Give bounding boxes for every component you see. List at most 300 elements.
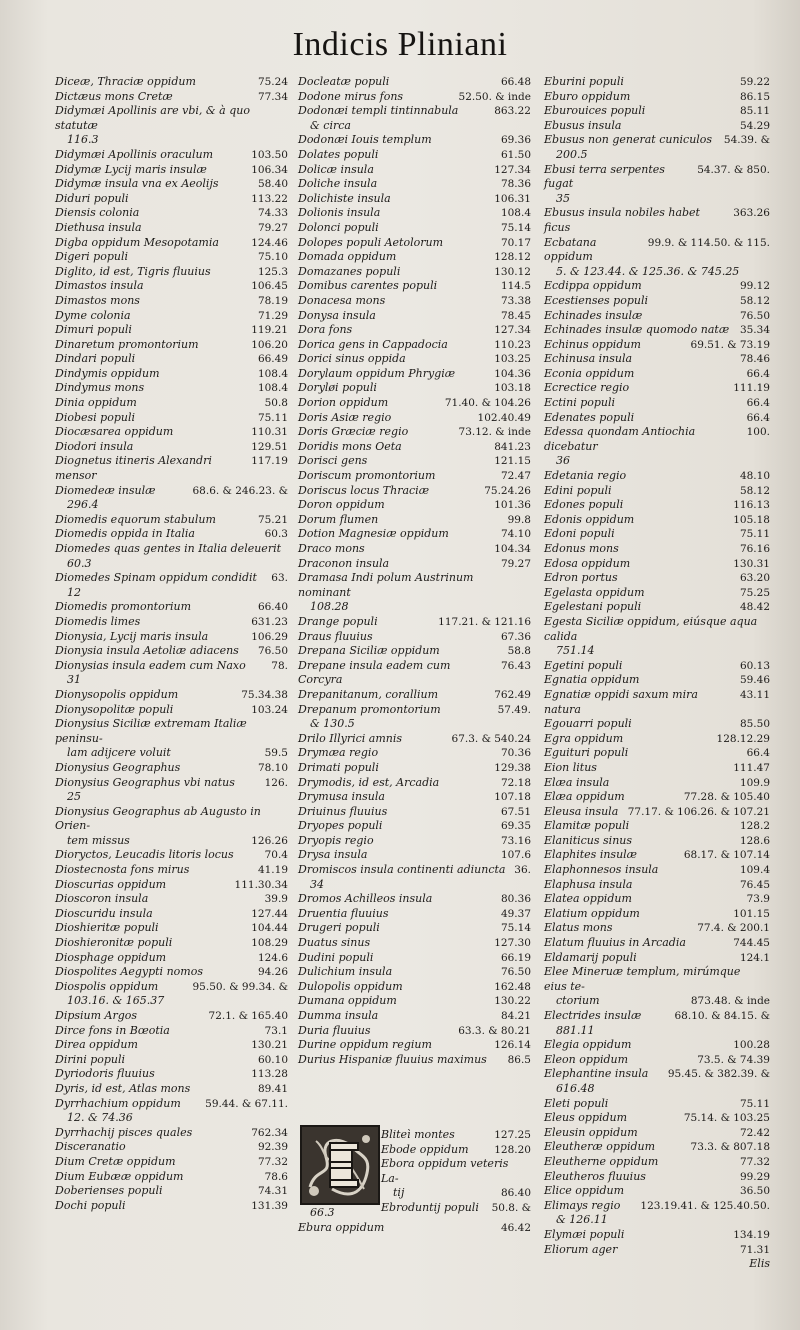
index-entry [544,805,770,820]
entry-reference: 94.26 [257,966,288,979]
index-entry [544,454,770,469]
entry-reference: 73.3. & 807.18 [690,1141,770,1154]
entry-reference: 73.12. & inde [458,426,531,439]
entry-term: Eburouices populi [544,104,646,118]
index-entry [298,659,531,688]
entry-term: Dolichiste insula [298,191,391,205]
entry-term: & 126.11 [556,1213,608,1227]
entry-term: Edessa quondam Antiochia dicebatur [544,425,696,453]
entry-term: Echinades insulæ quomodo natæ [544,323,730,337]
entry-term: Drymæa regio [298,746,379,760]
index-entry [298,90,531,105]
entry-term: Doris Asiæ regio [298,410,392,424]
index-entry [55,527,288,542]
entry-reference: 125.3 [257,265,288,278]
index-entry [298,1024,531,1039]
entry-term: Edones populi [544,498,624,512]
entry-term: Diomedis equorum stabulum [55,512,216,526]
entry-reference: 77.4. & 200.1 [697,922,770,935]
index-entry [298,644,531,659]
entry-reference: 363.26 [733,207,770,220]
index-entry [55,1082,288,1097]
entry-reference: 75.14 [500,922,531,935]
index-entry [55,1140,288,1155]
entry-reference: 103.18 [494,382,531,395]
index-entry [298,542,531,557]
entry-reference: 110.31 [251,426,288,439]
index-entry [544,1213,770,1228]
entry-term: Eleutherne oppidum [544,1154,659,1168]
entry-reference: 95.50. & 99.34. & [192,980,288,993]
entry-term: Dorici sinus oppida [298,352,406,366]
entry-reference: 127.30 [494,937,531,950]
index-entry [55,936,288,951]
entry-reference: 72.1. & 165.40 [208,1010,288,1022]
entry-term: Dyris, id est, Atlas mons [55,1081,191,1095]
entry-term: Elaniticus sinus [544,833,633,847]
index-entry [544,557,770,572]
entry-term: Elatea oppidum [544,892,632,906]
index-entry [55,1199,288,1214]
entry-reference: 66.4 [746,411,770,424]
index-entry [55,177,288,192]
entry-term: Drepanitanum, corallium [298,687,439,701]
index-entry [544,1053,770,1068]
entry-reference: 129.51 [251,440,288,453]
entry-term: Dionysius Siciliæ extremam Italiæ peninsu- [55,717,247,745]
entry-reference: 841.23 [494,440,531,453]
entry-reference: 73.38 [500,294,531,307]
entry-term: Econia oppidum [544,366,635,380]
entry-term: Didymæi Apollinis are vbi, & à quo statutæ [55,104,250,132]
index-entry [55,965,288,980]
entry-term: Dyrrhachij pisces quales [55,1125,193,1139]
entry-term: Elice oppidum [544,1184,625,1198]
index-entry [544,863,770,878]
index-entry [544,469,770,484]
index-entry [544,148,770,163]
entry-term: Dulopolis oppidum [298,979,403,993]
entry-reference: 631.23 [251,615,288,628]
entry-term: Edini populi [544,483,612,497]
entry-term: Ebode oppidum [381,1142,469,1156]
index-entry [381,1143,531,1158]
entry-term: Dorum flumen [298,512,379,526]
entry-term: Diospolis oppidum [55,979,159,993]
index-entry [298,221,531,236]
entry-reference: 131.39 [251,1199,288,1212]
entry-term: Draconon insula [298,556,390,570]
entry-term: Dumana oppidum [298,994,397,1008]
entry-reference: 113.28 [251,1068,288,1081]
entry-reference: 71.31 [739,1243,770,1256]
index-entry [544,878,770,893]
entry-term: Ebusus insula [544,118,622,132]
index-entry [55,1111,288,1126]
entry-reference: 52.50. & inde [458,90,531,103]
index-entry [298,294,531,309]
entry-term: Duatus sinus [298,936,371,950]
entry-term: Draus fluuius [298,629,373,643]
entry-reference: 63.3. & 80.21 [458,1024,531,1037]
index-entry [544,133,770,148]
entry-reference: 102.40.49 [477,411,531,424]
index-entry [298,1053,531,1068]
entry-reference: 95.45. & 382.39. & [667,1068,770,1081]
index-entry [544,907,770,922]
entry-reference: 126.14 [494,1039,531,1052]
entry-reference: 70.4 [264,849,288,862]
index-column-2-tail [298,1206,531,1235]
index-entry [544,1140,770,1155]
entry-term: Domazanes populi [298,264,401,278]
index-entry [55,703,288,718]
entry-term: Dolicæ insula [298,162,374,176]
entry-reference: 59.44. & 67.11. [205,1097,288,1110]
entry-term: Ecbatana oppidum [544,235,597,264]
index-entry [544,732,770,747]
entry-term: Donysa insula [298,308,376,322]
index-entry [55,615,288,630]
entry-term: 296.4 [67,498,99,512]
index-entry [298,250,531,265]
entry-term: Diomedeæ insulæ [55,483,156,497]
entry-term: Dodonæi Iouis templum [298,133,432,147]
entry-term: 103.16. & 165.37 [67,994,165,1008]
entry-reference: 75.21 [257,513,288,526]
entry-term: Dium Cretæ oppidum [55,1154,176,1168]
index-entry [298,776,531,791]
entry-reference: 99.8 [507,513,531,526]
index-entry [298,688,531,703]
entry-reference: 77.28. & 105.40 [683,791,770,804]
entry-reference: 43.11 [739,688,770,701]
entry-reference: 106.45 [251,280,288,293]
entry-reference: 78.10 [257,761,288,774]
entry-reference: 78. [271,659,288,672]
entry-reference: 73.16 [500,834,531,847]
index-entry [55,440,288,455]
index-entry [544,571,770,586]
entry-reference: 92.39 [257,1141,288,1154]
index-entry [298,1221,531,1236]
entry-reference: 68.6. & 246.23. & [192,484,288,497]
index-entry [298,907,531,922]
entry-reference: 49.37 [500,907,531,920]
entry-reference: 104.36 [494,367,531,380]
entry-reference: 78.19 [257,294,288,307]
index-entry [298,454,531,469]
entry-reference: 66.4 [746,367,770,380]
index-entry [544,425,770,454]
entry-term: Elaphusa insula [544,877,633,891]
entry-term: Dionysius Geographus ab Augusto in Orien- [55,804,261,833]
entry-term: Dionysopolis oppidum [55,687,179,701]
entry-term: Ebusus insula nobiles habet ficus [544,206,700,234]
entry-term: Echinades insulæ [544,308,643,322]
index-entry [55,396,288,411]
entry-term: Egnatia oppidum [544,673,640,687]
entry-term: Dindymus mons [55,381,145,395]
entry-reference: 78.36 [500,178,531,191]
entry-reference: 863.22 [494,105,531,118]
index-entry [544,367,770,382]
index-column-2-initial-block [381,1128,531,1216]
entry-term: 31 [67,673,81,687]
entry-term: Drimati populi [298,760,379,774]
index-entry [298,994,531,1009]
index-entry [298,148,531,163]
index-entry [298,411,531,426]
index-entry [298,352,531,367]
entry-reference: 128.12.29 [716,732,770,745]
entry-reference: 60.13 [739,659,770,672]
entry-reference: 68.10. & 84.15. & [674,1010,770,1022]
entry-reference: 46.42 [500,1221,531,1234]
index-entry [298,571,531,600]
entry-reference: 75.24 [257,76,288,88]
index-entry [298,1206,531,1221]
index-entry [544,921,770,936]
index-entry [298,279,531,294]
entry-reference: 106.31 [494,192,531,205]
index-entry [544,338,770,353]
entry-term: Diethusa insula [55,220,142,234]
entry-term: Egetini populi [544,658,623,672]
entry-term: tij [393,1186,405,1200]
index-entry [544,542,770,557]
entry-term: Didymæ insula vna ex Aeolijs [55,177,219,191]
index-entry [544,1126,770,1141]
entry-term: Egelestani populi [544,600,642,614]
entry-reference: 107.6 [500,849,531,862]
entry-term: Egesta Siciliæ oppidum, eiúsque aqua calida [544,614,758,643]
entry-reference: 59.46 [739,674,770,687]
entry-term: Diomedes quas gentes in Italia deleuerit [55,542,282,555]
index-entry [544,834,770,849]
index-entry [298,206,531,221]
entry-reference: 162.48 [494,980,531,993]
entry-reference: 111.30.34 [234,878,288,891]
entry-term: Digeri populi [55,250,128,264]
index-entry [544,527,770,542]
index-entry [55,133,288,148]
entry-reference: 744.45 [733,937,770,950]
index-entry [298,936,531,951]
entry-term: Doberienses populi [55,1184,163,1198]
index-column-3 [544,75,770,1272]
entry-term: Eliorum ager [544,1242,618,1256]
entry-term: Dindari populi [55,352,136,366]
index-entry [298,600,531,615]
index-entry [298,323,531,338]
entry-term: Dryopis regio [298,833,374,847]
entry-reference: 60.10 [257,1053,288,1066]
entry-reference: 117.19 [251,455,288,468]
index-entry [298,965,531,980]
index-entry [55,1126,288,1141]
entry-reference: 84.21 [500,1010,531,1022]
entry-term: Dolonci populi [298,220,379,234]
index-entry [544,75,770,90]
entry-term: Eleus oppidum [544,1111,628,1125]
entry-reference: 61.50 [500,148,531,161]
entry-term: Dudini populi [298,950,374,964]
entry-reference: 57.49. [497,703,531,716]
entry-term: Domada oppidum [298,250,397,264]
index-entry [544,1199,770,1214]
index-entry [298,527,531,542]
entry-term: Donacesa mons [298,293,386,307]
index-entry [55,834,288,849]
entry-term: Elæa oppidum [544,790,625,804]
index-entry [544,688,770,717]
entry-reference: 130.22 [494,995,531,1008]
index-entry [544,381,770,396]
entry-reference: 36. [514,864,531,877]
entry-reference: 69.35 [500,820,531,833]
index-entry [544,746,770,761]
entry-term: Diomedes Spinam oppidum condidit [55,571,257,585]
entry-term: Drepanum promontorium [298,702,441,716]
index-entry [55,1038,288,1053]
entry-term: Eleutheros fluuius [544,1169,646,1183]
entry-term: Dioryctos, Leucadis litoris locus [55,848,234,862]
index-entry [298,236,531,251]
entry-term: Dryopes populi [298,819,383,833]
entry-reference: 106.20 [251,338,288,351]
entry-term: Diglito, id est, Tigris fluuius [55,264,211,278]
index-entry [381,1128,531,1143]
entry-term: Eburini populi [544,75,624,88]
index-entry [55,790,288,805]
entry-reference: 75.14. & 103.25 [683,1112,770,1125]
index-entry [544,236,770,265]
index-entry [298,834,531,849]
index-entry [544,90,770,105]
entry-reference: 762.34 [251,1126,288,1139]
entry-term: Dolates populi [298,147,379,161]
index-entry [298,119,531,134]
index-entry [55,236,288,251]
entry-term: Dorica gens in Cappadocia [298,337,448,351]
entry-reference: 76.16 [739,543,770,555]
entry-reference: 71.29 [257,309,288,322]
index-entry [544,1038,770,1053]
entry-term: Elee Mineruæ templum, mirúmque eius te- [544,965,741,993]
entry-term: Eleusa insula [544,804,619,818]
entry-term: Edenates populi [544,410,635,424]
index-entry [55,498,288,513]
index-entry [55,411,288,426]
entry-reference: 127.34 [494,324,531,337]
entry-reference: 116.13 [733,499,770,512]
entry-term: Digba oppidum Mesopotamia [55,235,219,249]
entry-term: Egelasta oppidum [544,585,645,599]
index-entry [55,673,288,688]
entry-reference: 66.49 [257,353,288,366]
entry-reference: 77.32 [257,1155,288,1168]
index-entry [544,323,770,338]
index-entry [55,994,288,1009]
entry-term: Dium Eubææ oppidum [55,1169,184,1183]
entry-term: Electrides insulæ [544,1009,642,1022]
entry-term: 12 [67,585,81,599]
index-entry [55,863,288,878]
index-entry [544,294,770,309]
entry-reference: 129.38 [494,761,531,774]
entry-reference: 119.21 [251,324,288,337]
index-entry [55,1170,288,1185]
entry-reference: 117.21. & 121.16 [438,615,531,628]
entry-reference: 86.15 [739,90,770,103]
entry-reference: 124.46 [251,236,288,249]
index-entry [298,396,531,411]
entry-term: Dionysopolitæ populi [55,702,174,716]
entry-reference: 873.48. & inde [690,995,770,1008]
entry-term: Dora fons [298,323,353,337]
entry-term: Doris Græciæ regio [298,425,409,439]
index-entry [544,600,770,615]
entry-term: Dioshieronitæ populi [55,936,173,950]
entry-reference: 108.4 [257,382,288,395]
index-entry [55,717,288,746]
entry-term: ctorium [556,994,600,1008]
index-entry [544,1082,770,1097]
index-entry [55,878,288,893]
index-entry [55,630,288,645]
entry-reference: 100. [746,426,770,439]
entry-reference: 85.11 [739,105,770,118]
index-entry [298,878,531,893]
entry-reference: 75.10 [257,251,288,264]
entry-term: & circa [310,118,351,132]
entry-term: tem missus [67,833,130,847]
index-entry [298,513,531,528]
entry-reference: 36.50 [739,1185,770,1198]
index-entry [55,746,288,761]
entry-term: Doriscum promontorium [298,469,436,483]
entry-reference: 75.24.26 [484,484,531,497]
entry-reference: 107.18 [494,791,531,804]
entry-term: Edonis oppidum [544,512,635,526]
entry-term: Duria fluuius [298,1023,371,1037]
entry-reference: 79.27 [500,557,531,570]
entry-term: Echinus oppidum [544,337,641,351]
index-entry [544,1111,770,1126]
index-entry [298,192,531,207]
entry-reference: 58.12 [739,484,770,497]
entry-reference: 75.34.38 [241,688,288,701]
entry-reference: 66.19 [500,951,531,964]
entry-term: Dotion Magnesiæ oppidum [298,527,449,541]
index-entry [298,104,531,119]
entry-term: 12. & 74.36 [67,1111,133,1125]
entry-reference: 128.2 [739,820,770,833]
index-entry [55,279,288,294]
entry-reference: 54.39. & [723,134,770,147]
entry-reference: 130.12 [494,265,531,278]
entry-term: Drysa insula [298,848,368,862]
index-entry [544,265,770,280]
entry-reference: 108.4 [257,367,288,380]
entry-reference: 50.8. & [491,1201,531,1214]
entry-reference: 108.29 [251,937,288,950]
index-entry [298,819,531,834]
index-entry [55,75,288,90]
entry-term: Echinusa insula [544,352,633,366]
entry-reference: 67.51 [500,805,531,818]
